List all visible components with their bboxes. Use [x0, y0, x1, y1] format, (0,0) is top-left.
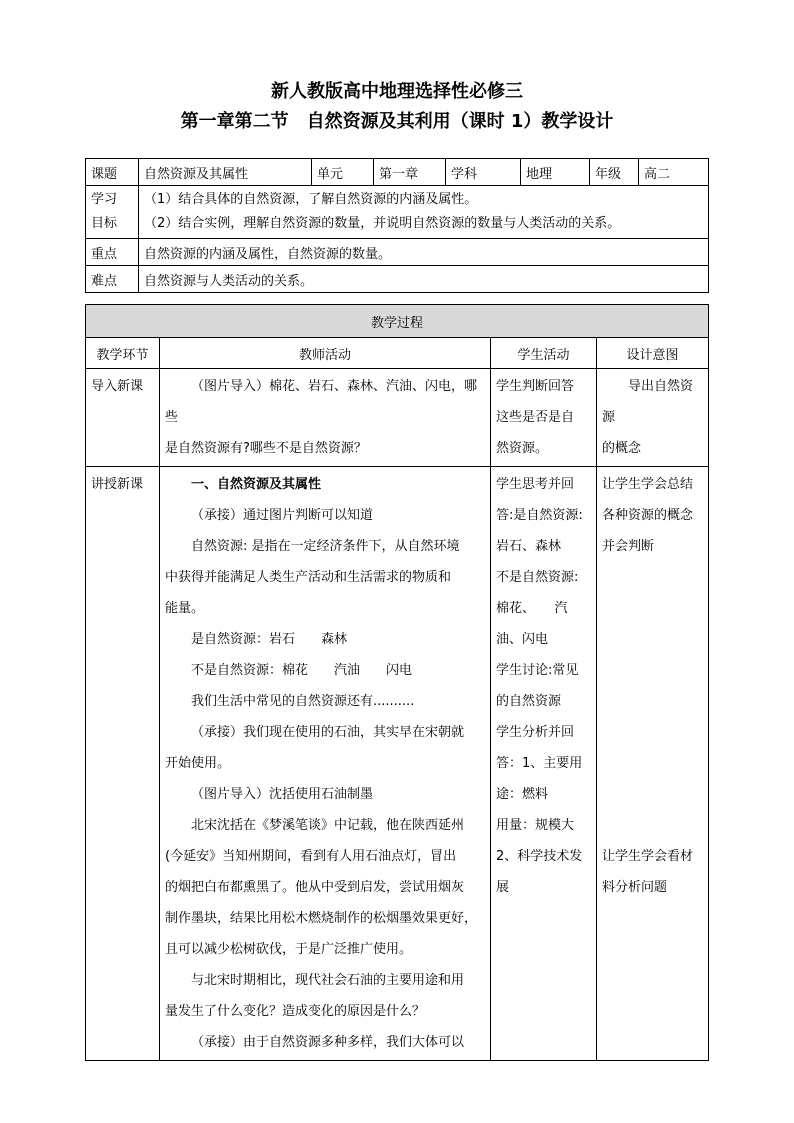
- teacher-text-line: 量发生了什么变化？造成变化的原因是什么？: [165, 1004, 426, 1019]
- intent-text-line: 并会判断: [602, 539, 655, 554]
- intent-text-line: [602, 748, 703, 779]
- student-text-line: 学生讨论:常见: [496, 663, 579, 678]
- process-row-intro: [86, 369, 709, 467]
- teacher-text-line: 不是自然资源：棉花 汽油 闪电: [191, 663, 413, 678]
- teacher-text-line: 开始使用。: [165, 756, 231, 771]
- info-row-goals: [86, 186, 709, 239]
- teacher-text-line: 自然资源: 是指在一定经济条件下，从自然环境: [191, 539, 460, 554]
- info-row-difficulty: [86, 266, 709, 293]
- teacher-text-line: 与北宋时期相比，现代社会石油的主要用途和用: [191, 973, 465, 988]
- teacher-text-line: （承接）由于自然资源多种多样，我们大体可以: [191, 1035, 465, 1050]
- unit-value: 第一章: [374, 159, 446, 186]
- intent-text-line: [602, 810, 703, 841]
- teacher-text-line: 是自然资源：岩石 森林: [191, 632, 348, 647]
- intent-text-line: 各种资源的概念: [602, 508, 694, 523]
- student-text-line: 答：1、主要用: [496, 756, 583, 771]
- intent-text-line: [602, 779, 703, 810]
- process-row-lecture: [86, 467, 709, 1061]
- lecture-design-intent: [597, 467, 709, 1061]
- doc-title-line1: 新人教版高中地理选择性必修三: [271, 81, 523, 102]
- teacher-text-line: （承接）我们现在使用的石油，其实早在宋朝就: [191, 725, 465, 740]
- student-text-line: 学生思考并回: [496, 477, 575, 492]
- goal-item-1: （1）结合具体的自然资源，了解自然资源的内涵及属性。: [144, 192, 478, 207]
- unit-label: 单元: [312, 159, 374, 186]
- topic-label: 课题: [86, 159, 139, 186]
- teacher-text-line: 是自然资源有?哪些不是自然资源？: [165, 441, 367, 456]
- process-banner-row: [86, 305, 709, 338]
- goals-label-line2: 目标: [91, 216, 118, 231]
- teacher-text-line: 能量。: [165, 601, 205, 616]
- intent-text-line: 导出自然资源: [602, 379, 694, 425]
- student-text-line: 油、闪电: [496, 632, 549, 647]
- key-value: 自然资源的内涵及属性，自然资源的数量。: [139, 239, 709, 266]
- process-banner: 教学过程: [86, 305, 709, 338]
- key-label: 重点: [86, 239, 139, 266]
- goals-value: [139, 186, 709, 239]
- subject-label: 学科: [446, 159, 521, 186]
- grade-label: 年级: [590, 159, 639, 186]
- teacher-text-line: (今延安》当知州期间，看到有人用石油点灯，冒出: [165, 849, 457, 864]
- goals-label-line1: 学习: [91, 192, 118, 207]
- intro-design-intent: [597, 369, 709, 467]
- teacher-text-line: （图片导入）棉花、岩石、森林、汽油、闪电，哪些: [165, 379, 478, 425]
- lecture-stage: 讲授新课: [86, 467, 160, 1061]
- student-text-line: 岩石、森林: [496, 539, 562, 554]
- student-text-line: 不是自然资源:: [496, 570, 579, 585]
- teacher-text-line: 一、自然资源及其属性: [191, 477, 322, 492]
- student-text-line: 棉花、 汽: [496, 601, 568, 616]
- lecture-teacher-activity: [160, 467, 491, 1061]
- student-text-line: 答:是自然资源:: [496, 508, 583, 523]
- teacher-text-line: 且可以减少松树砍伐，于是广泛推广使用。: [165, 942, 413, 957]
- grade-value: 高二: [639, 159, 709, 186]
- teaching-process-table: [85, 304, 709, 1061]
- teacher-text-line: （图片导入）沈括使用石油制墨: [191, 787, 374, 802]
- teacher-text-line: 北宋沈括在《梦溪笔谈》中记载，他在陕西延州: [191, 818, 465, 833]
- difficulty-value: 自然资源与人类活动的关系。: [139, 266, 709, 293]
- intent-text-line: 让学生学会总结: [602, 477, 694, 492]
- intro-stage: 导入新课: [86, 369, 160, 467]
- teacher-text-line: 我们生活中常见的自然资源还有..........: [191, 694, 415, 709]
- difficulty-label: 难点: [86, 266, 139, 293]
- subject-value: 地理: [521, 159, 590, 186]
- header-teacher: 教师活动: [160, 338, 491, 369]
- intent-text-line: 让学生学会看材: [602, 849, 694, 864]
- info-row-topic: [86, 159, 709, 186]
- intent-text-line: [602, 593, 703, 624]
- intent-text-line: [602, 655, 703, 686]
- student-text-line: 展: [496, 880, 510, 895]
- header-student: 学生活动: [491, 338, 597, 369]
- student-text-line: 用量：规模大: [496, 818, 575, 833]
- intent-text-line: [602, 562, 703, 593]
- student-text-line: 的自然资源: [496, 694, 562, 709]
- intro-student-activity: [491, 369, 597, 467]
- intro-teacher-activity: [160, 369, 491, 467]
- info-row-key: [86, 239, 709, 266]
- topic-value: 自然资源及其属性: [139, 159, 312, 186]
- lecture-student-activity: [491, 467, 597, 1061]
- goals-label: [86, 186, 139, 239]
- teacher-text-line: 制作墨块，结果比用松木燃烧制作的松烟墨效果更好，: [165, 911, 478, 926]
- student-text-line: 学生判断回答: [496, 379, 575, 394]
- intent-text-line: 的概念: [602, 441, 642, 456]
- student-text-line: 途：燃料: [496, 787, 549, 802]
- student-text-line: 然资源。: [496, 441, 549, 456]
- header-stage: 教学环节: [86, 338, 160, 369]
- intent-text-line: [602, 624, 703, 655]
- student-text-line: 2、科学技术发: [496, 849, 583, 864]
- doc-title-line2: 第一章第二节 自然资源及其利用（课时 1）教学设计: [180, 111, 614, 132]
- intent-text-line: [602, 686, 703, 717]
- teacher-text-line: 中获得并能满足人类生产活动和生活需求的物质和: [165, 570, 452, 585]
- student-text-line: 学生分析并回: [496, 725, 575, 740]
- intent-text-line: 料分析问题: [602, 880, 668, 895]
- student-text-line: 这些是否是自: [496, 410, 575, 425]
- teacher-text-line: 的烟把白布都熏黑了。他从中受到启发，尝试用烟灰: [165, 880, 465, 895]
- header-intent: 设计意图: [597, 338, 709, 369]
- teacher-text-line: （承接）通过图片判断可以知道: [191, 508, 374, 523]
- intent-text-line: [602, 717, 703, 748]
- process-header-row: [86, 338, 709, 369]
- goal-item-2: （2）结合实例，理解自然资源的数量，并说明自然资源的数量与人类活动的关系。: [144, 216, 621, 231]
- lesson-info-table: [85, 158, 709, 293]
